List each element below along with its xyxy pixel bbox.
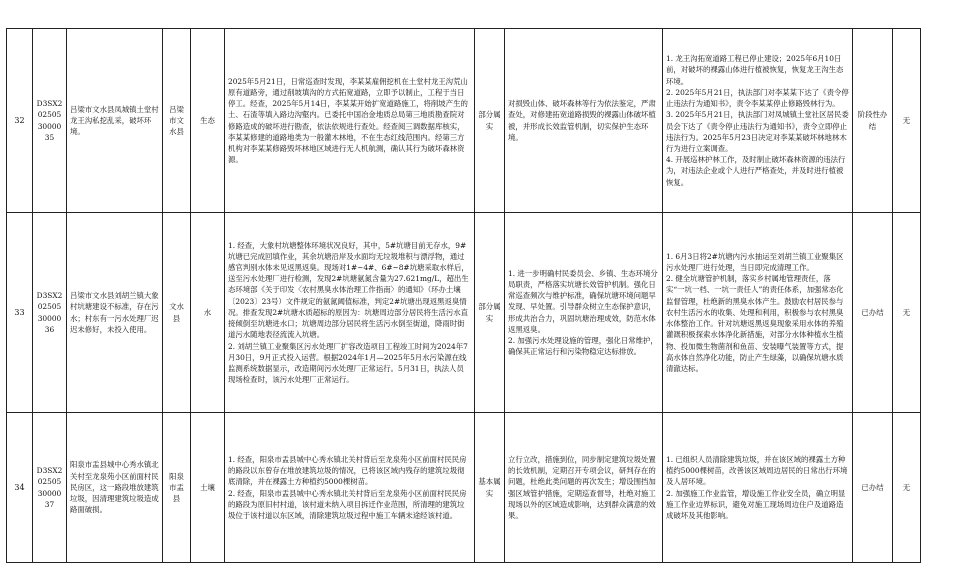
complaint-text-cell: 吕梁市文水县凤城镇土堂村龙王沟私挖乱采，破坏环境。	[67, 29, 163, 213]
rectification-goal-cell	[505, 213, 663, 413]
verdict-cell: 基本属实	[475, 413, 505, 563]
rectification-measures-paragraph: 3. 2025年5月21日，执法部门对凤城镇土堂社区居民委员会下达了《责令停止违法行为通知书》，责令立即停止违法行为。2025年5月23日决定对李某某破坏林地林木行为进行立案调查。	[666, 110, 849, 153]
rectification-measures-paragraph: 1. 龙王沟拓宽道路工程已停止建设；2025年6月10日前，对破坏的裸露山体进行植被恢复，恢复龙王沟生态环境。	[666, 54, 844, 86]
investigation-text-paragraph: 2. 经查，阳泉市盂县城中心秀水镇北关村背后至龙泉苑小区前面村民民房的路段为原旧村村道，该村道未纳入项目拆迁作业范围，所清理的建筑垃圾位于该村道以东区域，清除建筑垃圾过程中施工车辆未途经该村道。	[228, 488, 467, 520]
issue-code-cell: D3SX2025053000035	[33, 29, 67, 213]
rectification-measures-cell	[663, 213, 853, 413]
complaint-text-cell: 阳泉市盂县城中心秀水镇北关村至龙泉苑小区前面村民民房区，这一路段堆放建筑垃圾，因清理建筑垃圾造成路面破损。	[67, 413, 163, 563]
status-cell: 已办结	[853, 213, 893, 413]
issue-code-cell: D3SX2025053000037	[33, 413, 67, 563]
rectification-measures-paragraph: 2. 健全坑塘管护机制，落实乡村属地管理责任，落实“一坑一档、一坑一责任人”的责任体系，加强常态化监督管理，杜绝新的黑臭水体产生。鼓励农村居民参与农村生活污水的收集、处理和利用，积极参与农村黑臭水体整治工作。针对坑塘返黑返臭现象采用水体的养殖灌溉积极探索水体净化新措施，对部分水体种植水生植物、投加微生物菌剂和鱼苗、安装曝气装置等方式，提高水体自然净化功能，防止产生绿藻，以确保坑塘水质清澈达标。	[666, 274, 844, 373]
investigation-text-paragraph: 2. 刘胡兰镇工业聚集区污水处理厂扩容改造项目工程竣工时间为2024年7月30日，9月正式投入运营。根据2024年1月—2025年5月水污染源在线监测系统数据显示，改造期间污水处理厂正常运行。5月31日，执法人员现场检查时，该污水处理厂正常运行。	[228, 341, 468, 385]
region-cell: 阳泉市盂县	[163, 413, 191, 563]
accountability-cell: 无	[893, 213, 921, 413]
region-cell: 吕梁市文水县	[163, 29, 191, 213]
region-cell: 文水县	[163, 213, 191, 413]
rectification-goal-cell: 立行立改，措施到位，同步制定建筑垃圾处置的长效机制，定期召开专项会议，研判存在的问题，杜绝此类问题的再次发生；增设围挡加强区域管护措施，定期巡查督导，杜绝对施工现场以外的区域造成影响，达到群众满意的效果。	[505, 413, 663, 563]
accountability-cell: 无	[893, 413, 921, 563]
verdict-cell: 部分属实	[475, 213, 505, 413]
rectification-measures-paragraph: 1. 6月3日将2#坑塘内污水抽运至刘胡兰镇工业聚集区污水处理厂进行处理，当日即完成清理工作。	[666, 251, 844, 273]
category-cell: 生态	[191, 29, 225, 213]
table-body	[7, 29, 921, 563]
verdict-cell: 部分属实	[475, 29, 505, 213]
rectification-measures-cell	[663, 29, 853, 213]
rectification-measures-paragraph: 2. 2025年5月21日，执法部门对李某某下达了《责令停止违法行为通知书》，责令李某某停止修路毁林行为。	[666, 87, 849, 109]
investigation-text-paragraph: 1. 经查，阳泉市盂县城中心秀水镇北关村背后至龙泉苑小区前面村民民房的路段以东曾存在堆放建筑垃圾的情况，已将该区域内残存的建筑垃圾彻底清除，并在裸露土方种植约5000棵树苗。	[228, 454, 467, 487]
investigation-text-paragraph: 1. 经查，大象村坑塘整体环境状况良好，其中，5#坑塘目前无存水，9#坑塘已完成回填作业，其余坑塘沿岸及水面均无垃圾堆积与漂浮物，通过感官判别水体未见返黑返臭。现场对1#~4#、6#~8#坑塘采取水样后，送至污水处理厂进行检测，发现2#坑塘氨氮含量为27.621mg/L，超出生态环境部《关于印发〈农村黑臭水体治理工作指南〉的通知》（环办土壤〔2023〕23号）文件规定的氨氮阈值标准，判定2#坑塘出现返黑返臭情况。排查发现2#坑塘水质超标的原因为：坑塘周边部分居民将生活污水直接倾倒至坑塘进水口；坑塘周边部分居民将生活污水倒至街道，降雨时街道污水随地表径流流入坑塘。	[228, 240, 469, 340]
row-number-cell: 34	[7, 413, 33, 563]
rectification-goal-paragraph: 2. 加强污水处理设施的管理，强化日常维护，确保其正常运行和污染物稳定达标排放。	[508, 335, 658, 357]
row-number-cell: 33	[7, 213, 33, 413]
accountability-cell: 无	[893, 29, 921, 213]
rectification-goal-paragraph: 1. 进一步明确村民委员会、乡镇、生态环境分局职责，严格落实坑塘长效管护机制。强化日常巡查频次与维护标准，确保坑塘环境问题早发现、早处置。引导群众树立生态保护意识，形成共治合力，巩固坑塘治理成效，防范水体返黑返臭。	[508, 268, 658, 334]
investigation-text-cell	[225, 213, 475, 413]
rectification-measures-paragraph: 1. 已组织人员清除建筑垃圾，并在该区域的裸露土方种植约5000棵树苗，改善该区域周边居民的日常出行环境及人居环境。	[666, 454, 848, 487]
investigation-text-cell	[225, 413, 475, 563]
category-cell: 土壤	[191, 413, 225, 563]
table-row	[7, 213, 921, 413]
rectification-measures-paragraph: 2. 加强施工作业监管，增设施工作业安全员，确立明显施工作业边界标识，避免对施工现场周边住户及道路造成破坏及其他影响。	[666, 488, 846, 520]
issue-code-cell: D3SX2025053000036	[33, 213, 67, 413]
status-cell: 阶段性办结	[853, 29, 893, 213]
rectification-goal-cell: 对损毁山体、破坏森林等行为依法鉴定，严肃查处，对修建拓宽道路损毁的裸露山体破坏植被，并形成长效监管机制，切实保护生态环境。	[505, 29, 663, 213]
rectification-table	[6, 28, 921, 563]
table-row	[7, 29, 921, 213]
rectification-measures-cell	[663, 413, 853, 563]
table-row	[7, 413, 921, 563]
investigation-text-cell: 2025年5月21日，日常巡查时发现，李某某雇佣挖机在土堂村龙王沟荒山原有道路旁，通过削坡填沟的方式拓宽道路，立即予以制止，工程于当日停工。经查，2025年5月14日，李某某开始扩宽道路施工，将削坡产生的土、石渣等填入路边沟壑内。已委托中国冶金地质总局第三地质勘查院对修路造成的破坏进行勘查，依法依规进行查处。经查阅三调数据库核实，李某某修建的道路地类为一般灌木林地，不在生态红线范围内。经第三方机构对李某某修路毁坏林地区域进行无人机航测，确认其行为破坏森林资源。	[225, 29, 475, 213]
category-cell: 水	[191, 213, 225, 413]
complaint-text-cell: 吕梁市文水县刘胡兰镇大象村坑塘建设不标准，存在污水；村东有一污水处理厂迟迟未修好，未投入使用。	[67, 213, 163, 413]
row-number-cell: 32	[7, 29, 33, 213]
rectification-measures-paragraph: 4. 开展巡林护林工作，及时制止破坏森林资源的违法行为，对违法企业或个人进行严格查处，并及时进行植被恢复。	[666, 155, 846, 187]
status-cell: 已办结	[853, 413, 893, 563]
